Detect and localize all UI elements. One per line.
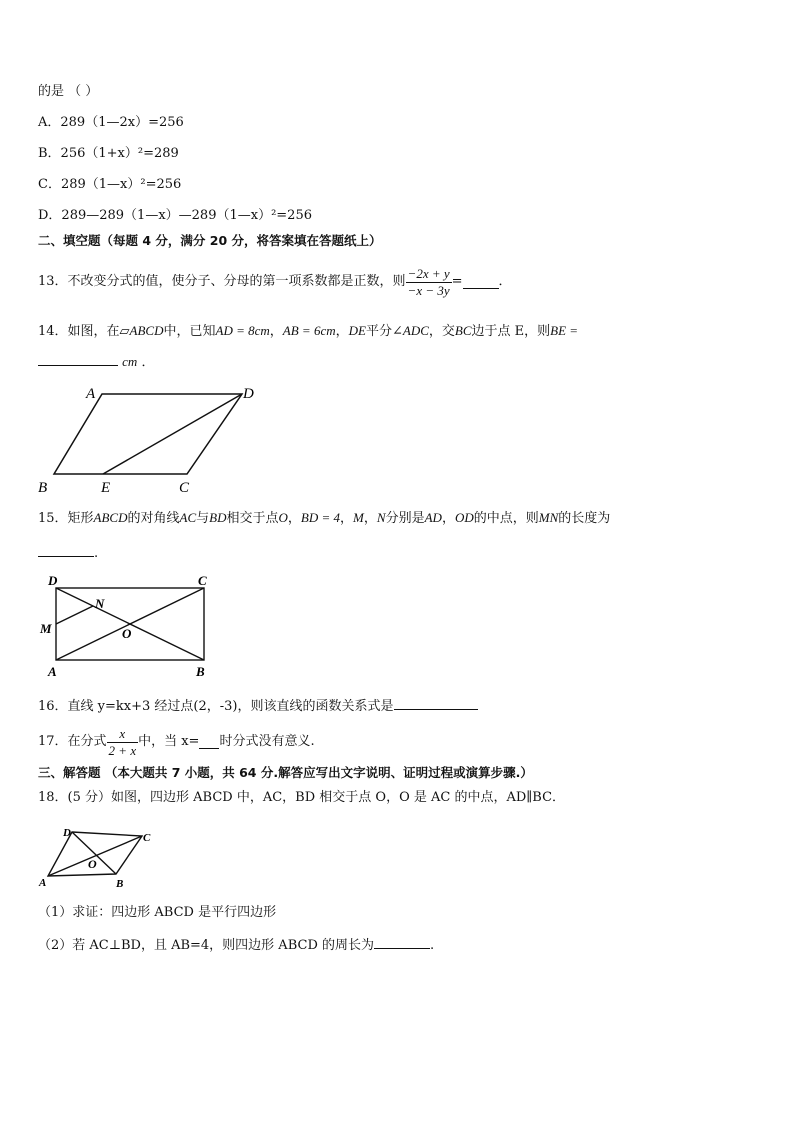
q15-part4: 相交于点: [226, 511, 279, 526]
q13-answer-blank: [463, 276, 499, 289]
q14-part1: 14．如图，在: [38, 324, 120, 339]
q14-label-a: A: [86, 386, 96, 402]
q15-answer-blank: [38, 544, 94, 557]
section3-header: 三、解答题 （本大题共 7 小题，共 64 分.解答应写出文字说明、证明过程或演算步骤.）: [38, 765, 533, 780]
q13-equals: =: [451, 274, 463, 289]
q15-part8: 分别是: [385, 511, 425, 526]
q15-label-a: A: [48, 664, 57, 679]
q14-parallelogram: [54, 394, 242, 474]
q14-label-e: E: [101, 480, 111, 496]
q14-label-b: B: [38, 480, 48, 496]
q17-answer-blank: [199, 736, 219, 749]
q15-bd: BD: [209, 510, 227, 525]
q18-label-a: A: [39, 877, 47, 889]
q15-segment-mn: [56, 606, 93, 624]
q14-segment-de: [103, 394, 242, 474]
q14-para: ▱ABCD: [119, 323, 164, 338]
q12-option-d: D．289—289（1—x）—289（1—x）²=256: [38, 208, 312, 223]
q14-end: ．: [141, 355, 155, 370]
q18-sub1: （1）求证：四边形 ABCD 是平行四边形: [38, 905, 277, 920]
q18-label-b: B: [116, 878, 124, 890]
q15-part2: 的对角线: [127, 511, 180, 526]
q15-end: .: [94, 546, 99, 561]
q15-label-d: D: [48, 573, 58, 588]
q14-label-d: D: [243, 386, 254, 402]
q17-numerator: x: [107, 726, 139, 743]
q14: [38, 322, 578, 341]
q14-bc: BC: [454, 323, 472, 338]
q14-sep2: ，: [335, 324, 349, 339]
q14-figure: [30, 380, 270, 500]
q15-abcd: ABCD: [93, 510, 128, 525]
q12-tail: 的是 （ ）: [38, 84, 99, 99]
q14-part5: 边于点 E，则: [471, 324, 551, 339]
q15-part5: ，: [287, 511, 301, 526]
q15-o: O: [278, 510, 288, 525]
q15-bdval: BD = 4: [300, 510, 341, 525]
q17-fraction: [107, 726, 139, 759]
q17-part2: 中，当 x=: [138, 734, 200, 749]
q18-sub2-end: .: [430, 938, 435, 953]
q15-mn: MN: [538, 510, 559, 525]
q17-part1: 17．在分式: [38, 734, 107, 749]
q14-part4: ，交: [428, 324, 455, 339]
q14-part2: 中，已知: [163, 324, 216, 339]
q13-numerator: −2x + y: [407, 265, 450, 281]
q14-label-c: C: [179, 480, 190, 496]
q15-part9: ，: [441, 511, 455, 526]
q15-n: N: [376, 510, 386, 525]
section2-header: 二、填空题（每题 4 分，满分 20 分，将答案填在答题纸上）: [38, 233, 382, 248]
q16-text: 16．直线 y=kx+3 经过点(2，-3)，则该直线的函数关系式是: [38, 699, 394, 714]
q12-option-a: A．289（1—2x）=256: [38, 115, 184, 130]
q14-answer-line: [38, 353, 154, 372]
q15-figure: [36, 570, 226, 680]
q15-od: OD: [454, 510, 474, 525]
q15-answer-line: [38, 544, 98, 563]
q15-label-m: M: [40, 621, 52, 636]
q15-part3: 与: [196, 511, 210, 526]
q14-part3: 平分: [365, 324, 392, 339]
q17: [38, 722, 315, 762]
q17-part3: 时分式没有意义.: [219, 734, 315, 749]
q15-part1: 15．矩形: [38, 511, 94, 526]
q18-sub2-text: （2）若 AC⊥BD，且 AB=4，则四边形 ABCD 的周长为: [38, 938, 374, 953]
q15-label-c: C: [198, 573, 207, 588]
q13-denominator: −x − 3y: [407, 282, 450, 298]
q17-denominator: 2 + x: [108, 742, 137, 758]
q15-part7: ，: [363, 511, 377, 526]
q13-end: ．: [498, 274, 512, 289]
q18-label-c: C: [143, 832, 151, 844]
q15-ad: AD: [424, 510, 442, 525]
q15-part10: 的中点，则: [473, 511, 539, 526]
q14-ab: AB = 6cm: [282, 323, 336, 338]
q13: [38, 262, 512, 302]
q12-option-c: C．289（1—x）²=256: [38, 177, 182, 192]
q15-part11: 的长度为: [558, 511, 611, 526]
q18-answer-blank: [374, 936, 430, 949]
q14-answer-blank: [38, 353, 118, 366]
q15-label-o: O: [122, 626, 132, 641]
q14-sep1: ，: [269, 324, 283, 339]
q14-be: BE =: [550, 323, 579, 338]
q13-text: 13．不改变分式的值，使分子、分母的第一项系数都是正数，则: [38, 274, 406, 289]
q14-unit: cm: [122, 354, 138, 369]
q14-ad: AD = 8cm: [215, 323, 270, 338]
q18-label-d: D: [63, 827, 71, 839]
q15: [38, 509, 610, 528]
q18-text: 18．(5 分）如图，四边形 ABCD 中，AC，BD 相交于点 O，O 是 AC 的中点，AD∥BC．: [38, 790, 566, 805]
q18-label-o: O: [88, 857, 97, 871]
q15-m: M: [353, 510, 364, 525]
q18-figure: [36, 822, 166, 892]
q16-answer-blank: [394, 697, 478, 710]
q13-fraction: [406, 266, 452, 299]
q15-ac: AC: [179, 510, 197, 525]
q12-option-b: B．256（1+x）²=289: [38, 146, 179, 161]
q15-part6: ，: [340, 511, 354, 526]
q14-angle: ∠ADC: [391, 323, 429, 338]
q15-label-n: N: [95, 596, 105, 611]
q15-label-b: B: [196, 664, 205, 679]
q14-de: DE: [348, 323, 366, 338]
q18-sub2: [38, 936, 434, 955]
q16: [38, 697, 478, 716]
